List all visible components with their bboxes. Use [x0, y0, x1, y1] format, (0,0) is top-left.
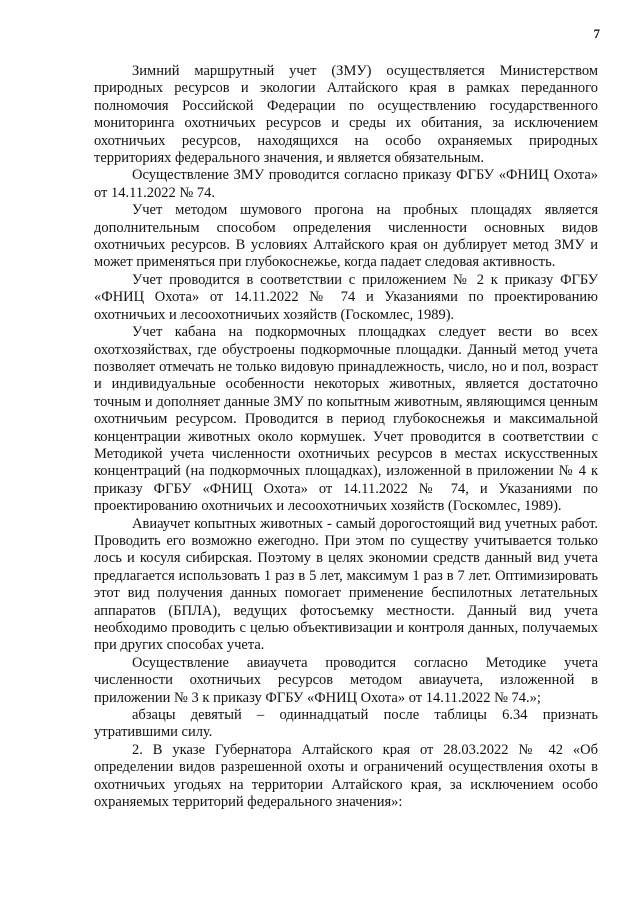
paragraph-noise-drive: Учет методом шумового прогона на пробных площадях является дополнительным способом определения численности основных видов охотничьих ресурсов. В условиях Алтайского края он дублирует метод ЗМУ и может применяться при глубокоснежье, когда падает следовая активность. [94, 202, 598, 271]
paragraph-noise-drive-order: Учет проводится в соответствии с приложением № 2 к приказу ФГБУ «ФНИЦ Охота» от 14.11.2022 № 74 и Указаниями по проектированию охотничьих и лесоохотничьих хозяйств (Госкомлес, 1989). [94, 271, 598, 323]
paragraph-aerial-method: Осуществление авиаучета проводится согласно Методике учета численности охотничьих ресурсов методом авиаучета, изложенной в приложении № 3 к приказу ФГБУ «ФНИЦ Охота» от 14.11.2022 № 74.»; [94, 654, 598, 706]
paragraph-zmu-intro: Зимний маршрутный учет (ЗМУ) осуществляется Министерством природных ресурсов и экологии Алтайского края в рамках переданного полномочия Российской Федерации по осуществлению государственного мониторинга охотничьих ресурсов и среды их обитания, за исключением охотничьих ресурсов, находящихся на особо охраняемых природных территориях федерального значения, и является обязательным. [94, 63, 598, 167]
document-body [94, 63, 598, 811]
paragraph-repeal: абзацы девятый – одиннадцатый после таблицы 6.34 признать утратившими силу. [94, 707, 598, 741]
paragraph-boar-count: Учет кабана на подкормочных площадках следует вести во всех охотхозяйствах, где обустроены подкормочные площадки. Данный метод учета позволяет отмечать не только видовую принадлежность, число, но и пол, возраст и индивидуальные особенности некоторых животных, является достаточно точным и дополняет данные ЗМУ по копытным животным, являющимся ценным охотничьим ресурсом. Проводится в период глубокоснежья и максимальной концентрации животных около кормушек. Учет проводится в соответствии с Методикой учета численности охотничьих ресурсов в местах искусственных концентраций (на подкормочных площадках), изложенной в приложении № 4 к приказу ФГБУ «ФНИЦ Охота» от 14.11.2022 № 74, и Указаниями по проектированию охотничьих и лесоохотничьих хозяйств (Госкомлес, 1989). [94, 324, 598, 515]
paragraph-decree-amendment: 2. В указе Губернатора Алтайского края от 28.03.2022 № 42 «Об определении видов разрешенной охоты и ограничений осуществления охоты в охотничьих угодьях на территории Алтайского края, за исключением особо охраняемых территорий федерального значения»: [94, 741, 598, 811]
paragraph-aerial-count: Авиаучет копытных животных - самый дорогостоящий вид учетных работ. Проводить его возможно ежегодно. При этом по существу учитывается только лось и косуля сибирская. Поэтому в целях экономии средств данный вид учета предлагается использовать 1 раз в 5 лет, максимум 1 раз в 7 лет. Оптимизировать этот вид получения данных помогает применение беспилотных летательных аппаратов (БПЛА), ведущих фотосъемку местности. Данный вид учета необходимо проводить с целью объективизации и контроля данных, получаемых при других способах учета. [94, 515, 598, 654]
page-number: 7 [593, 26, 600, 41]
paragraph-zmu-order: Осуществление ЗМУ проводится согласно приказу ФГБУ «ФНИЦ Охота» от 14.11.2022 № 74. [94, 167, 598, 201]
